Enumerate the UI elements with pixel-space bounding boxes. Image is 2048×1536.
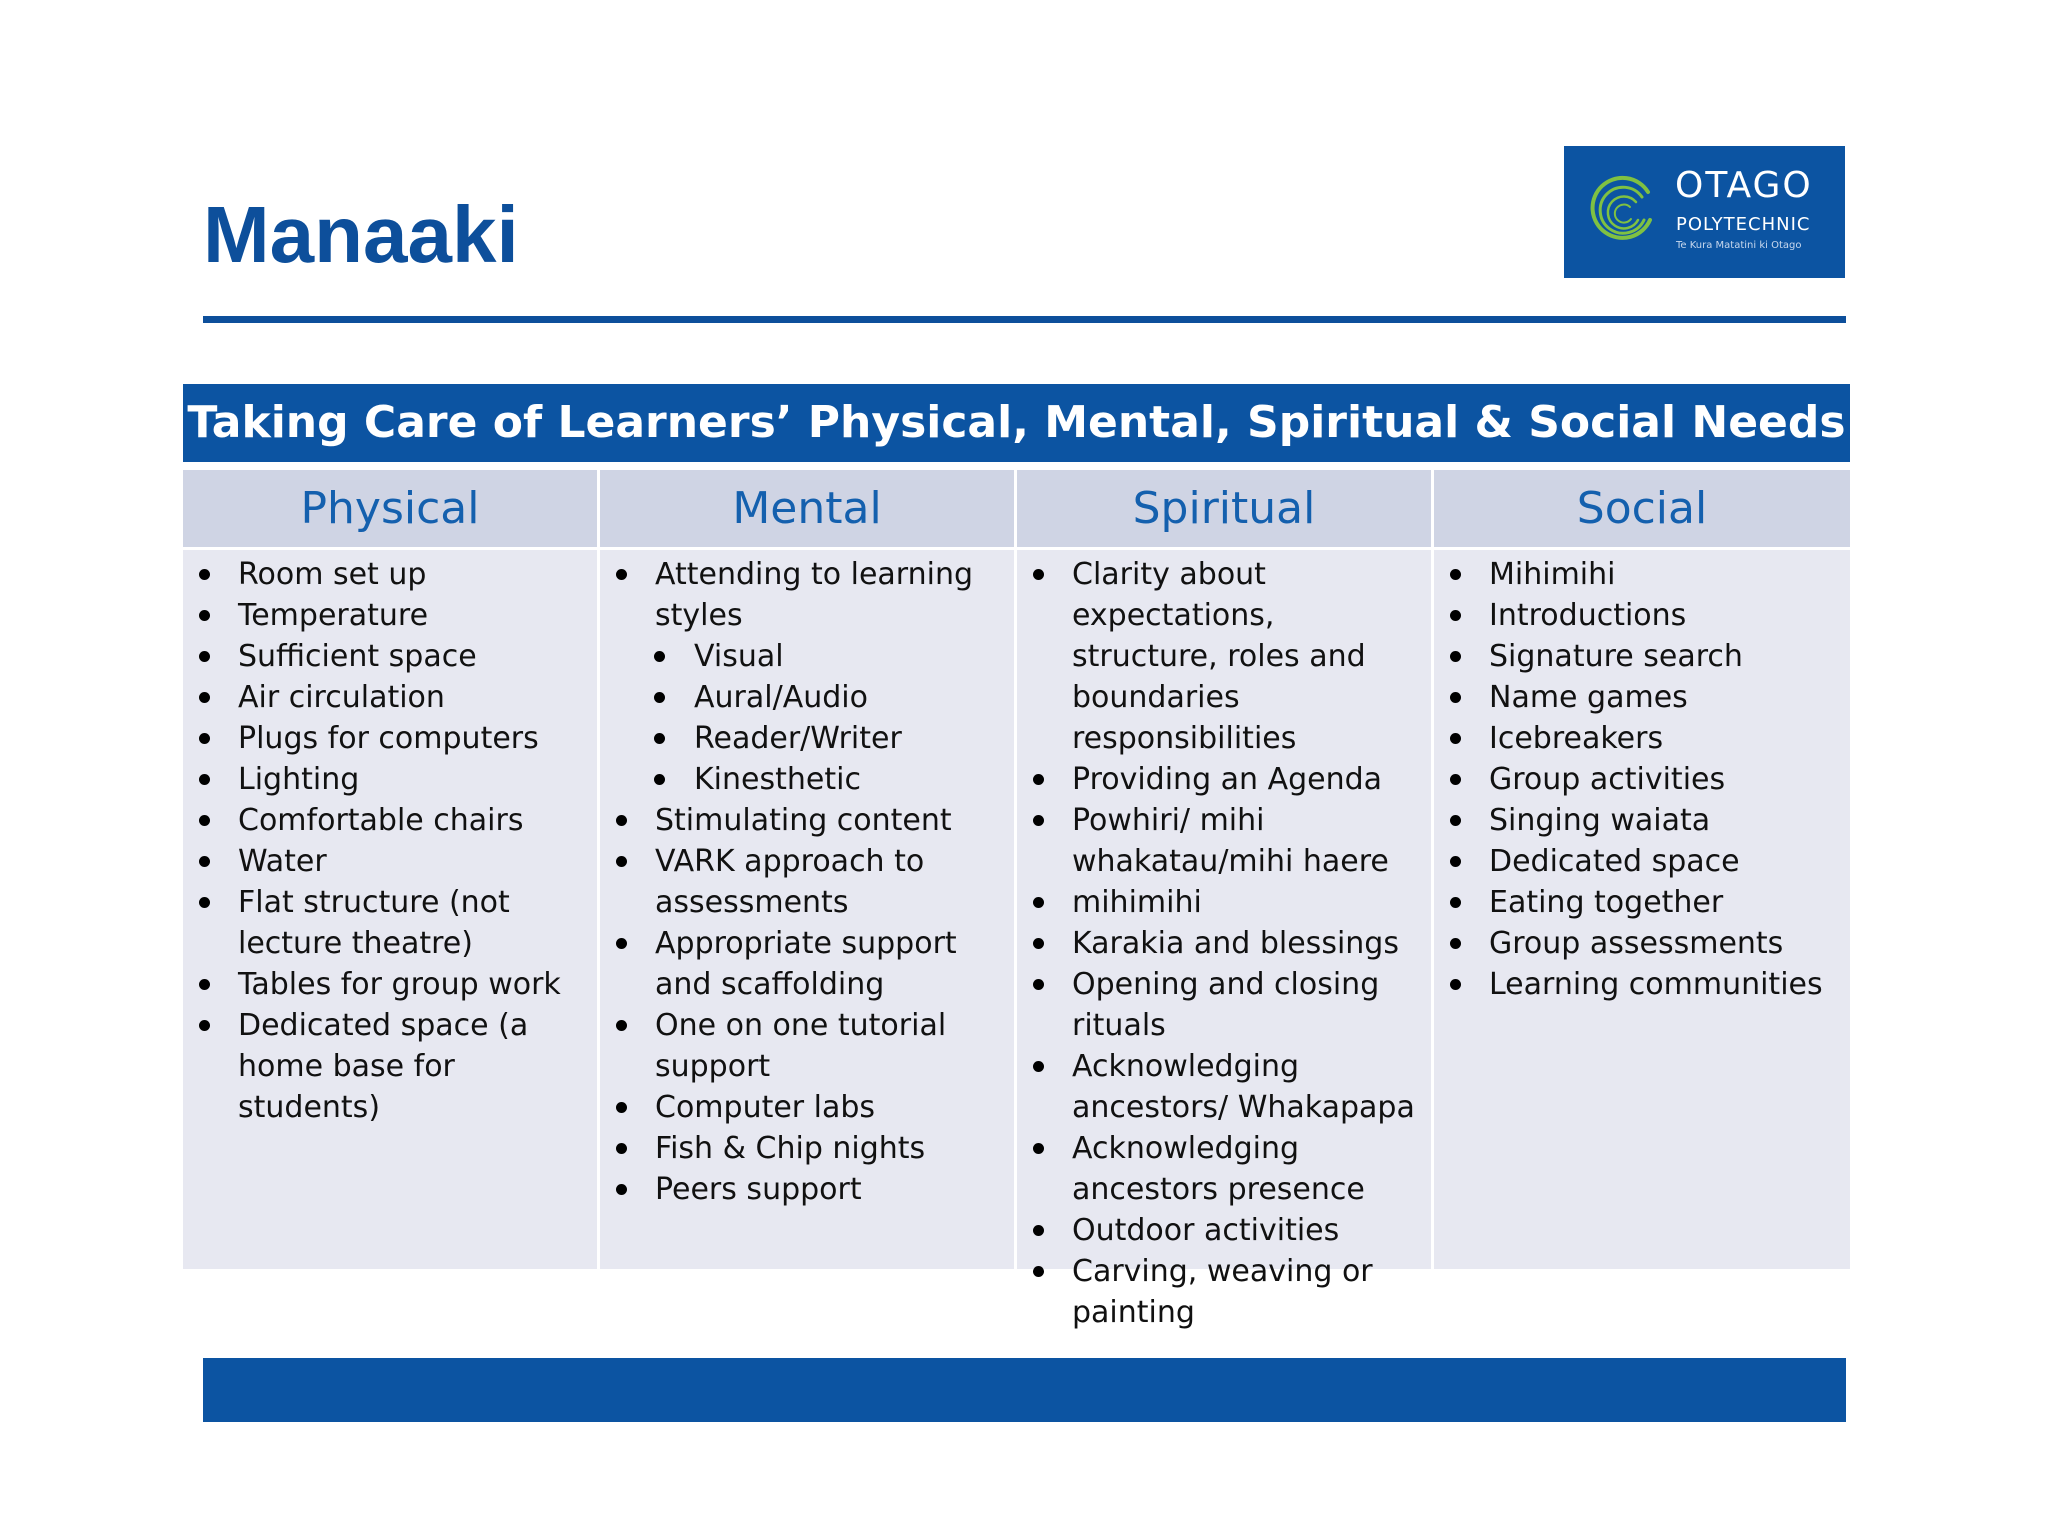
list-item: Acknowledging ancestors/ Whakapapa [1017,1046,1427,1128]
needs-table [183,384,1850,1330]
list-item: Carving, weaving or painting [1017,1251,1427,1333]
column-heading: Spiritual [1017,470,1431,547]
list-item: Air circulation [183,677,593,718]
column-physical [183,470,597,1269]
list-item: mihimihi [1017,882,1427,923]
list-item: Tables for group work [183,964,593,1005]
list-item: Water [183,841,593,882]
list-item: Signature search [1434,636,1846,677]
list-item: Introductions [1434,595,1846,636]
list-item: Fish & Chip nights [600,1128,1010,1169]
sub-list-item: Kinesthetic [600,759,1010,800]
otago-polytechnic-logo [1564,146,1845,278]
list-item: Clarity about expectations, structure, roles and boundaries responsibilities [1017,554,1427,759]
logo-name: OTAGO [1675,165,1813,206]
column-mental [600,470,1014,1269]
list-item: Acknowledging ancestors presence [1017,1128,1427,1210]
sub-list-item: Reader/Writer [600,718,1010,759]
logo-tagline: Te Kura Matatini ki Otago [1676,240,1802,251]
list-item: Group activities [1434,759,1846,800]
list-item: Mihimihi [1434,554,1846,595]
sub-list-item: Visual [600,636,1010,677]
spiral-logo-icon [1586,170,1656,254]
list-item: Outdoor activities [1017,1210,1427,1251]
list-item: Dedicated space (a home base for students) [183,1005,593,1128]
sub-list-item: Aural/Audio [600,677,1010,718]
list-item: VARK approach to assessments [600,841,1010,923]
column-heading: Physical [183,470,597,547]
item-list [1434,550,1850,1005]
list-item: Dedicated space [1434,841,1846,882]
list-item: Room set up [183,554,593,595]
list-item: Peers support [600,1169,1010,1210]
list-item: Stimulating content [600,800,1010,841]
list-item: Group assessments [1434,923,1846,964]
list-item: Comfortable chairs [183,800,593,841]
list-item: Powhiri/ mihi whakatau/mihi haere [1017,800,1427,882]
column-heading: Social [1434,470,1850,547]
list-item: Sufficient space [183,636,593,677]
title-divider [203,316,1846,323]
list-item: Providing an Agenda [1017,759,1427,800]
column-spiritual [1017,470,1431,1330]
column-social [1434,470,1850,1269]
list-item: Opening and closing rituals [1017,964,1427,1046]
item-list [183,550,597,1128]
slide-title: Manaaki [203,190,519,279]
list-item: Computer labs [600,1087,1010,1128]
list-item: Name games [1434,677,1846,718]
list-item: Icebreakers [1434,718,1846,759]
list-item: Lighting [183,759,593,800]
list-item: Attending to learning styles [600,554,1010,636]
list-item: One on one tutorial support [600,1005,1010,1087]
item-list [1017,550,1431,1333]
item-list [600,550,1014,1210]
list-item: Plugs for computers [183,718,593,759]
list-item: Temperature [183,595,593,636]
logo-subtitle: POLYTECHNIC [1676,214,1811,235]
list-item: Learning communities [1434,964,1846,1005]
table-banner: Taking Care of Learners’ Physical, Mental, Spiritual & Social Needs [183,384,1850,462]
column-heading: Mental [600,470,1014,547]
list-item: Eating together [1434,882,1846,923]
list-item: Flat structure (not lecture theatre) [183,882,593,964]
list-item: Singing waiata [1434,800,1846,841]
list-item: Appropriate support and scaffolding [600,923,1010,1005]
footer-bar [203,1358,1846,1422]
list-item: Karakia and blessings [1017,923,1427,964]
